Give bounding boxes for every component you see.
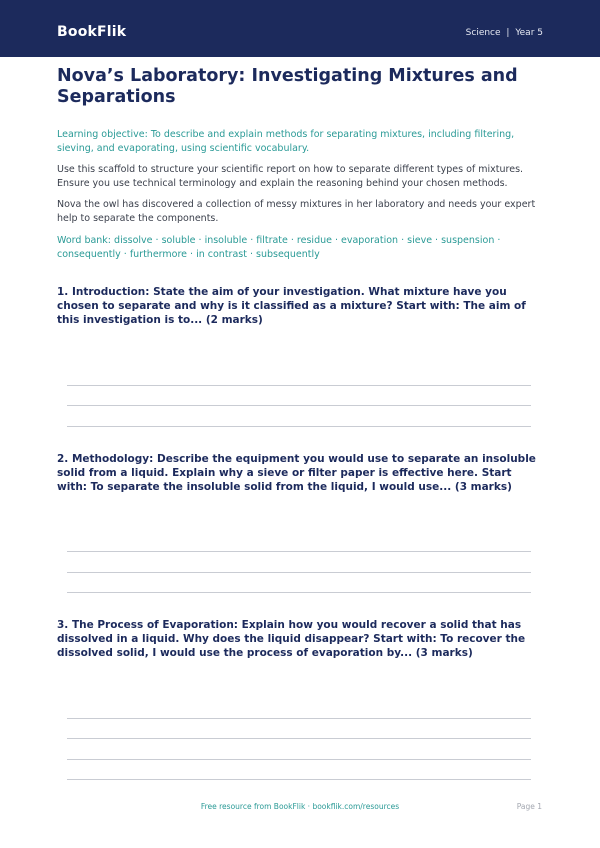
question-3: 3. The Process of Evaporation: Explain how you would recover a solid that has dissolved in a liquid. Why does the liquid disappear? Start with: To recover the dissolved solid, I would use the process of evaporation by... (3 marks) xyxy=(57,619,526,659)
page-footer xyxy=(0,802,600,814)
answer-line[interactable] xyxy=(67,406,531,427)
question-1: 1. Introduction: State the aim of your investigation. What mixture have you chosen to separate and why is it classified as a mixture? Start with: The aim of this investigation is to... (2 marks) xyxy=(57,286,526,326)
answer-line[interactable] xyxy=(67,386,531,407)
learning-objective: Learning objective: To describe and explain methods for separating mixtures, including filtering, sieving, and evaporating, using scientific vocabulary. xyxy=(57,129,515,154)
intro-paragraph: Use this scaffold to structure your scientific report on how to separate different types of mixtures. Ensure you use technical terminology and explain the reasoning behind your chosen methods. xyxy=(57,164,524,189)
answer-line[interactable] xyxy=(67,552,531,573)
answer-line[interactable] xyxy=(67,760,531,781)
year-label: Year 5 xyxy=(515,28,543,38)
subject-label: Science xyxy=(465,28,501,38)
question-2: 2. Methodology: Describe the equipment you would use to separate an insoluble solid from a liquid. Explain why a sieve or filter paper is effective here. Start with: To separate the insoluble solid from the liquid, I would use... (3 marks) xyxy=(57,452,536,493)
header-bar xyxy=(0,0,600,57)
answer-lines-1[interactable] xyxy=(67,365,531,427)
answer-line[interactable] xyxy=(67,719,531,740)
footer-link[interactable]: Free resource from BookFlik · bookflik.com/resources xyxy=(200,802,400,811)
story-paragraph: Nova the owl has discovered a collection of messy mixtures in her laboratory and needs your expert help to separate the components. xyxy=(57,199,536,224)
page-title: Nova’s Laboratory: Investigating Mixtures and Separations xyxy=(57,66,518,107)
word-bank: Word bank: dissolve · soluble · insoluble · filtrate · residue · evaporation · sieve · suspension · consequently · furthermore · in contrast · subsequently xyxy=(57,235,501,260)
answer-line[interactable] xyxy=(67,739,531,760)
crumb-separator: | xyxy=(506,28,510,38)
answer-line[interactable] xyxy=(67,698,531,719)
subject-year-label xyxy=(466,28,543,38)
answer-lines-3[interactable] xyxy=(67,698,531,780)
brand-logo: BookFlik xyxy=(57,24,127,40)
page-number: Page 1 xyxy=(516,802,542,811)
worksheet-content xyxy=(57,66,543,780)
answer-line[interactable] xyxy=(67,365,531,386)
answer-lines-2[interactable] xyxy=(67,532,531,594)
answer-line[interactable] xyxy=(67,573,531,594)
answer-line[interactable] xyxy=(67,532,531,553)
